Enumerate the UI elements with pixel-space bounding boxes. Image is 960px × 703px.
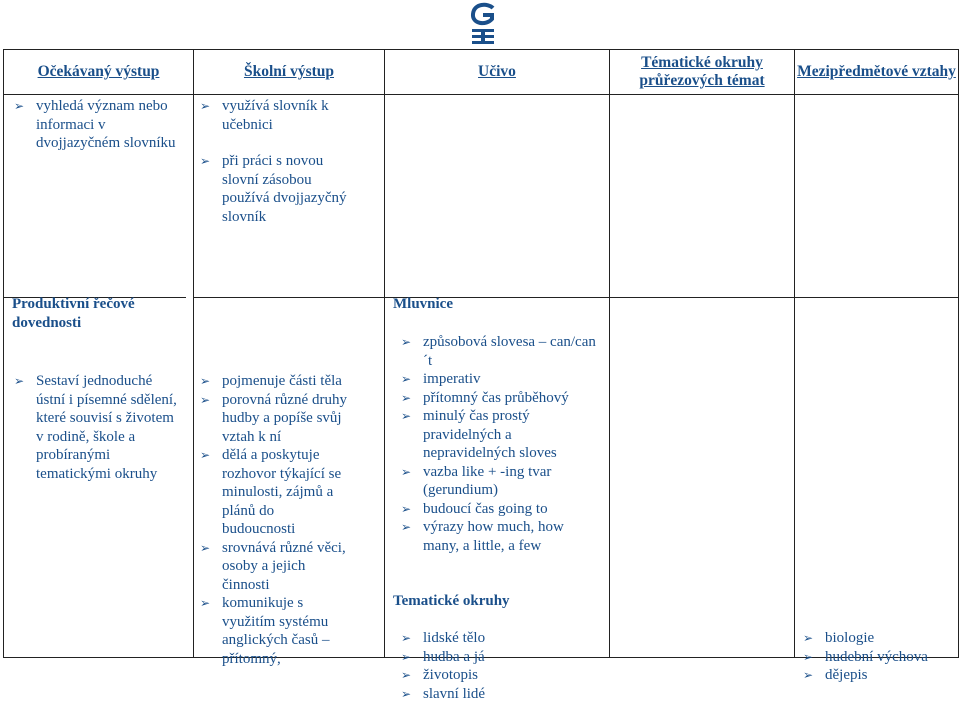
list-item: ➢ vazba like + -ing tvar (gerundium) <box>399 463 599 500</box>
list-item: ➢ porovná různé druhy hudby a popíše svůj vztah k ní <box>198 391 348 447</box>
grammar-list <box>399 333 599 555</box>
list-item: ➢ pojmenuje části těla <box>198 372 348 391</box>
list-item: ➢ životopis <box>399 666 599 685</box>
expected-list-2 <box>12 372 184 483</box>
list-item: ➢ dělá a poskytuje rozhovor týkající se minulosti, zájmů a plánů do budoucnosti <box>198 446 348 539</box>
list-item: ➢ slavní lidé <box>399 685 599 703</box>
section-title: Produktivní řečové dovednosti <box>12 295 172 332</box>
list-item: ➢ lidské tělo <box>399 629 599 648</box>
header-expected-output: Očekávaný výstup <box>4 50 194 95</box>
list-item: ➢ vyhledá význam nebo informaci v dvojjazyčném slovníku <box>12 97 182 153</box>
grammar-title: Mluvnice <box>393 295 453 314</box>
list-item: ➢ způsobová slovesa – can/can´t <box>399 333 599 370</box>
list-item: ➢ výrazy how much, how many, a little, a few <box>399 518 599 555</box>
relations-list <box>801 629 951 685</box>
interdisciplinary-cell <box>795 95 959 658</box>
curriculum-table <box>3 49 959 658</box>
list-item: ➢ srovnává různé věci, osoby a jejich činnosti <box>198 539 348 595</box>
list-item: ➢ přítomný čas průběhový <box>399 389 599 408</box>
school-output-cell <box>194 95 385 658</box>
cross-topics-cell <box>610 95 795 658</box>
list-item: ➢ komunikuje s využitím systému anglických časů – přítomný, <box>198 594 348 668</box>
list-item: ➢ biologie <box>801 629 951 648</box>
school-list-2 <box>198 372 348 668</box>
expected-list-1 <box>12 97 182 153</box>
list-item: ➢ Sestaví jednoduché ústní i písemné sdělení, které souvisí s životem v rodině, škole a probíranými tematickými okruhy <box>12 372 184 483</box>
curriculum-cell <box>385 95 610 658</box>
list-item: ➢ hudba a já <box>399 648 599 667</box>
table-row <box>4 95 959 658</box>
header-school-output: Školní výstup <box>194 50 385 95</box>
logo-icon <box>468 2 498 44</box>
list-item: ➢ minulý čas prostý pravidelných a nepravidelných sloves <box>399 407 599 463</box>
list-item: ➢ imperativ <box>399 370 599 389</box>
list-item: ➢ při práci s novou slovní zásobou používá dvojjazyčný slovník <box>198 152 353 226</box>
topics-title: Tematické okruhy <box>393 592 510 611</box>
table-header-row <box>4 50 959 95</box>
list-item: ➢ budoucí čas going to <box>399 500 599 519</box>
topics-list <box>399 629 599 703</box>
expected-output-cell <box>4 95 194 658</box>
school-list-1 <box>198 97 353 226</box>
list-item: ➢ využívá slovník k učebnici <box>198 97 353 134</box>
header-cross-topics: Tématické okruhy průřezových témat <box>610 50 795 95</box>
header-curriculum: Učivo <box>385 50 610 95</box>
list-item: ➢ hudební výchova <box>801 648 951 667</box>
list-item: ➢ dějepis <box>801 666 951 685</box>
header-interdisciplinary: Mezipředmětové vztahy <box>795 50 959 95</box>
